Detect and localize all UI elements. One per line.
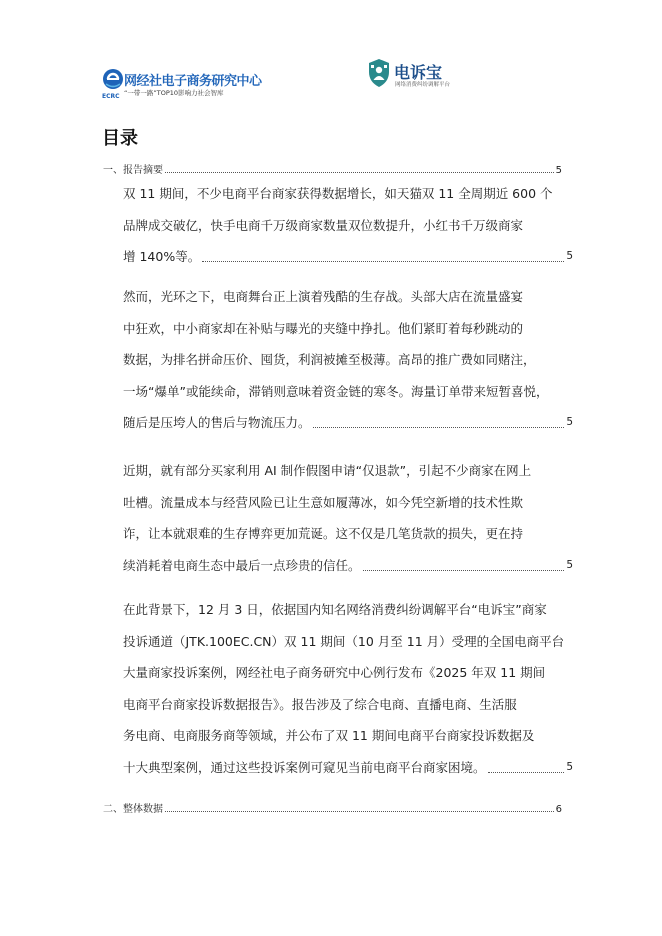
- toc-entry-section2[interactable]: [103, 800, 562, 815]
- toc-leader-dots: [363, 569, 565, 571]
- toc-text: 十大典型案例，通过这些投诉案例可窥见当前电商平台商家困境。: [123, 759, 486, 775]
- toc-leader-dots: [313, 426, 565, 428]
- toc-text: 增 140%等。: [123, 249, 201, 265]
- toc-entry-label: 一、报告摘要: [103, 165, 163, 176]
- toc-entry-paragraph-4[interactable]: [123, 594, 573, 784]
- toc-page-number: 5: [566, 760, 573, 773]
- toc-leader-dots: [165, 172, 554, 173]
- brand-name: 电诉宝: [394, 63, 443, 82]
- toc-text-line: 在此背景下，12 月 3 日，依据国内知名网络消费纠纷调解平台“电诉宝”商家: [123, 602, 547, 617]
- toc-text-line-last: [123, 752, 573, 784]
- toc-text-line: 然而，光环之下，电商舞台正上演着残酷的生存战。头部大店在流量盛宴: [123, 289, 524, 304]
- ecrc-logo: [102, 68, 272, 102]
- toc-text-line: 务电商、电商服务商等领域，并公布了双 11 期间电商平台商家投诉数据及: [123, 728, 535, 744]
- toc-text-line: 投诉通道（JTK.100EC.CN）双 11 期间（10 月至 11 月）受理的全国电商平台: [123, 633, 565, 649]
- brand-subtitle: 网络消费纠纷调解平台: [395, 82, 451, 88]
- toc-entry-paragraph-3[interactable]: [123, 455, 573, 581]
- toc-entry-label: 二、整体数据: [103, 804, 163, 815]
- toc-entry-paragraph-2[interactable]: [123, 281, 573, 439]
- ecrc-emblem-icon: [102, 68, 124, 94]
- toc-text-line: 品牌成交破亿，快手电商千万级商家数量双位数提升，小红书千万级商家: [123, 217, 524, 233]
- toc-leader-dots: [165, 811, 554, 812]
- org-slogan: “一带一路”TOP10影响力社会智库: [124, 89, 224, 97]
- toc-text-line: 双 11 期间，不少电商平台商家获得数据增长，如天猫双 11 全周期近 600 个: [123, 186, 553, 201]
- shield-icon: [367, 58, 391, 88]
- org-abbr: ECRC: [102, 93, 120, 100]
- toc-page-number: 5: [566, 416, 573, 429]
- toc-text: 续消耗着电商生态中最后一点珍贵的信任。: [123, 557, 361, 573]
- toc-page-number: 6: [555, 804, 562, 815]
- toc-text-line: 电商平台商家投诉数据报告》。报告涉及了综合电商、直播电商、生活服: [123, 696, 517, 712]
- toc-text-line: 大量商家投诉案例，网经社电子商务研究中心例行发布《2025 年双 11 期间: [123, 665, 546, 681]
- toc-text-line-last: [123, 241, 573, 273]
- toc-leader-dots: [488, 771, 565, 773]
- toc-page-number: 5: [566, 558, 573, 571]
- toc-text-line-last: [123, 407, 573, 439]
- toc-text-line-last: [123, 550, 573, 582]
- toc-text-line: 中狂欢，中小商家却在补贴与曝光的夹缝中挣扎。他们紧盯着每秒跳动的: [123, 320, 524, 336]
- toc-text: 随后是压垮人的售后与物流压力。: [123, 415, 311, 431]
- toc-entry-paragraph-1[interactable]: [123, 178, 573, 273]
- toc-page-number: 5: [566, 250, 573, 263]
- toc-text-line: 近期，就有部分买家利用 AI 制作假图申请“仅退款”，引起不少商家在网上: [123, 463, 532, 478]
- toc-entry-section1[interactable]: [103, 161, 562, 176]
- org-name: 网经社电子商务研究中心: [124, 74, 262, 89]
- toc-text-line: 一场“爆单”或能续命，滞销则意味着资金链的寒冬。海量订单带来短暂喜悦，: [123, 383, 549, 399]
- toc-title: 目录: [102, 128, 138, 149]
- toc-text-line: 吐槽。流量成本与经营风险已让生意如履薄冰，如今凭空新增的技术性欺: [123, 494, 524, 510]
- dianshubao-logo: [367, 58, 477, 94]
- toc-leader-dots: [202, 260, 564, 262]
- toc-text-line: 数据，为排名拼命压价、囤货，利润被摊至极薄。高昂的推广费如同赌注，: [123, 352, 536, 368]
- toc-page-number: 5: [555, 165, 562, 176]
- toc-text-line: 诈，让本就艰难的生存博弈更加荒诞。这不仅是几笔货款的损失，更在持: [123, 526, 524, 542]
